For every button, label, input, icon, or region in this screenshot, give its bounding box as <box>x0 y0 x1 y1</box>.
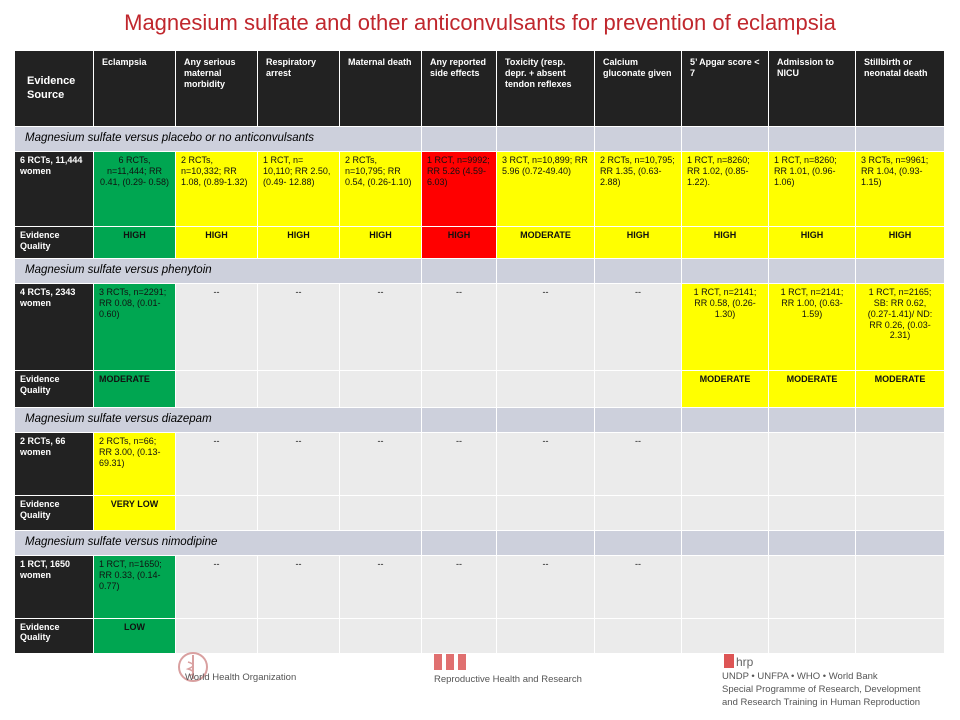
result-cell: 1 RCT, n=2165; SB: RR 0.62, (0.27-1.41)/ ND: RR 0.26, (0.03-2.31) <box>856 284 945 371</box>
result-cell: -- <box>422 433 497 495</box>
result-cell: -- <box>340 433 422 495</box>
result-cell: 1 RCT, n=1650; RR 0.33, (0.14-0.77) <box>94 556 176 618</box>
data-row <box>15 284 945 371</box>
result-cell: -- <box>595 433 682 495</box>
quality-cell: HIGH <box>94 226 176 258</box>
result-cell: 3 RCTs, n=2291; RR 0.08, (0.01-0.60) <box>94 284 176 371</box>
result-cell <box>682 556 769 618</box>
result-cell: -- <box>497 433 595 495</box>
result-cell: 1 RCT, n=2141; RR 1.00, (0.63-1.59) <box>769 284 856 371</box>
quality-cell <box>497 618 595 653</box>
column-header: Maternal death <box>340 51 422 127</box>
result-cell: 2 RCTs, n=10,332; RR 1.08, (0.89-1.32) <box>176 152 258 227</box>
evidence-source: 4 RCTs, 2343 women <box>15 284 94 371</box>
quality-row <box>15 618 945 653</box>
evidence-source: 2 RCTs, 66 women <box>15 433 94 495</box>
quality-cell <box>340 495 422 530</box>
result-cell: -- <box>595 556 682 618</box>
evidence-quality-label: Evidence Quality <box>15 226 94 258</box>
quality-cell: LOW <box>94 618 176 653</box>
quality-cell <box>856 618 945 653</box>
hrp-line-1: UNDP • UNFPA • WHO • World Bank <box>722 671 878 682</box>
quality-cell <box>682 495 769 530</box>
evidence-quality-label: Evidence Quality <box>15 370 94 407</box>
hrp-line-3: and Research Training in Human Reproduction <box>722 696 921 708</box>
result-cell <box>682 433 769 495</box>
result-cell: 2 RCTs, n=66; RR 3.00, (0.13- 69.31) <box>94 433 176 495</box>
quality-cell <box>258 370 340 407</box>
quality-row <box>15 226 945 258</box>
result-cell: -- <box>595 284 682 371</box>
column-header: Toxicity (resp. depr. + absent tendon reflexes <box>497 51 595 127</box>
hrp-logo-block <box>722 648 756 670</box>
quality-cell: MODERATE <box>769 370 856 407</box>
data-row <box>15 433 945 495</box>
result-cell: 2 RCTs, n=10,795; RR 0.54, (0.26-1.10) <box>340 152 422 227</box>
quality-cell <box>422 618 497 653</box>
page-title: Magnesium sulfate and other anticonvulsants for prevention of eclampsia <box>124 10 836 35</box>
quality-cell <box>422 370 497 407</box>
quality-cell <box>856 495 945 530</box>
quality-cell: MODERATE <box>856 370 945 407</box>
result-cell: -- <box>340 284 422 371</box>
result-cell: -- <box>258 433 340 495</box>
section-row <box>15 127 945 152</box>
section-row <box>15 258 945 283</box>
quality-cell <box>769 495 856 530</box>
who-name: World Health Organization <box>185 672 297 683</box>
hrp-emblem-icon <box>722 648 756 670</box>
rhr-emblem-icon <box>432 650 468 672</box>
result-cell: 3 RCTs, n=9961; RR 1.04, (0.93-1.15) <box>856 152 945 227</box>
quality-cell: HIGH <box>340 226 422 258</box>
quality-cell <box>176 618 258 653</box>
section-row <box>15 531 945 556</box>
result-cell: -- <box>176 556 258 618</box>
section-title: Magnesium sulfate versus diazepam <box>15 408 422 433</box>
column-header: Admission to NICU <box>769 51 856 127</box>
result-cell: -- <box>497 284 595 371</box>
column-header: Calcium gluconate given <box>595 51 682 127</box>
quality-cell <box>258 495 340 530</box>
rhr-name: Reproductive Health and Research <box>434 674 582 685</box>
section-title: Magnesium sulfate versus placebo or no anticonvulsants <box>15 127 422 152</box>
result-cell: 1 RCT, n= 10,110; RR 2.50, (0.49- 12.88) <box>258 152 340 227</box>
quality-cell: HIGH <box>769 226 856 258</box>
quality-cell <box>258 618 340 653</box>
hrp-name <box>722 671 921 709</box>
quality-cell: MODERATE <box>497 226 595 258</box>
result-cell <box>856 556 945 618</box>
table-header-row <box>15 51 945 127</box>
evidence-source: 6 RCTs, 11,444 women <box>15 152 94 227</box>
result-cell <box>856 433 945 495</box>
quality-cell <box>595 618 682 653</box>
quality-cell: HIGH <box>176 226 258 258</box>
quality-cell <box>340 370 422 407</box>
quality-cell <box>176 495 258 530</box>
column-header: Eclampsia <box>94 51 176 127</box>
quality-cell <box>769 618 856 653</box>
result-cell: 1 RCT, n=9992; RR 5.26 (4.59-6.03) <box>422 152 497 227</box>
result-cell: 1 RCT, n=8260; RR 1.01, (0.96-1.06) <box>769 152 856 227</box>
section-title: Magnesium sulfate versus nimodipine <box>15 531 422 556</box>
quality-row <box>15 495 945 530</box>
data-row <box>15 152 945 227</box>
quality-cell <box>497 495 595 530</box>
quality-cell <box>176 370 258 407</box>
quality-cell <box>595 495 682 530</box>
quality-cell: HIGH <box>856 226 945 258</box>
result-cell: 6 RCTs, n=11,444; RR 0.41, (0.29- 0.58) <box>94 152 176 227</box>
evidence-quality-label: Evidence Quality <box>15 618 94 653</box>
result-cell: -- <box>176 433 258 495</box>
result-cell: -- <box>422 284 497 371</box>
quality-cell: MODERATE <box>94 370 176 407</box>
result-cell: -- <box>176 284 258 371</box>
result-cell: -- <box>340 556 422 618</box>
section-title: Magnesium sulfate versus phenytoin <box>15 258 422 283</box>
quality-cell: MODERATE <box>682 370 769 407</box>
result-cell: -- <box>258 556 340 618</box>
column-header: 5’ Apgar score < 7 <box>682 51 769 127</box>
column-header: Respiratory arrest <box>258 51 340 127</box>
quality-cell <box>595 370 682 407</box>
data-row <box>15 556 945 618</box>
quality-cell <box>422 495 497 530</box>
quality-cell: HIGH <box>258 226 340 258</box>
quality-cell <box>497 370 595 407</box>
svg-text:hrp: hrp <box>736 655 754 669</box>
result-cell: -- <box>422 556 497 618</box>
column-header: Any serious maternal morbidity <box>176 51 258 127</box>
result-cell <box>769 433 856 495</box>
result-cell <box>769 556 856 618</box>
quality-cell: VERY LOW <box>94 495 176 530</box>
quality-cell <box>340 618 422 653</box>
quality-row <box>15 370 945 407</box>
evidence-table <box>14 50 945 654</box>
evidence-source: 1 RCT, 1650 women <box>15 556 94 618</box>
quality-cell: HIGH <box>595 226 682 258</box>
column-header: Stillbirth or neonatal death <box>856 51 945 127</box>
result-cell: 1 RCT, n=2141; RR 0.58, (0.26-1.30) <box>682 284 769 371</box>
result-cell: 2 RCTs, n=10,795; RR 1.35, (0.63-2.88) <box>595 152 682 227</box>
quality-cell: HIGH <box>422 226 497 258</box>
evidence-quality-label: Evidence Quality <box>15 495 94 530</box>
column-header: Any reported side effects <box>422 51 497 127</box>
section-row <box>15 408 945 433</box>
quality-cell: HIGH <box>682 226 769 258</box>
hrp-line-2: Special Programme of Research, Development <box>722 683 921 695</box>
result-cell: -- <box>258 284 340 371</box>
rhr-logo-block <box>432 650 468 672</box>
result-cell: 1 RCT, n=8260; RR 1.02, (0.85-1.22). <box>682 152 769 227</box>
column-header: Evidence Source <box>15 51 94 127</box>
result-cell: -- <box>497 556 595 618</box>
result-cell: 3 RCT, n=10,899; RR 5.96 (0.72-49.40) <box>497 152 595 227</box>
